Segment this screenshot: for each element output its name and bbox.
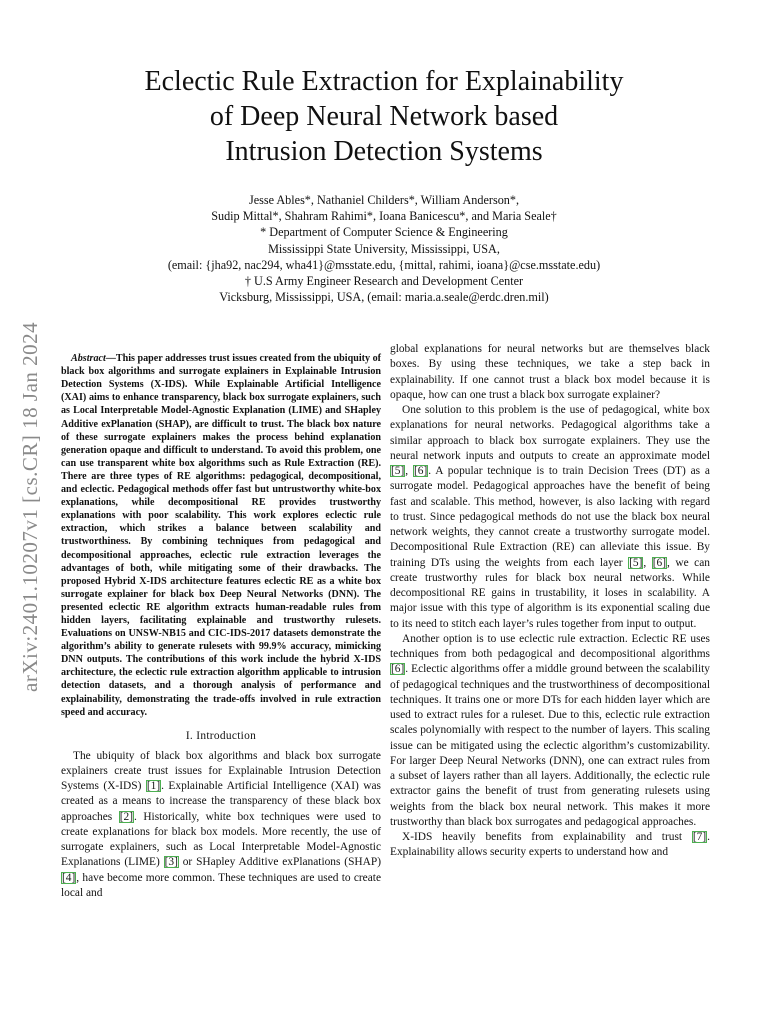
right-column bbox=[390, 342, 710, 861]
left-column bbox=[61, 342, 381, 901]
paragraph-text: . Explainable Artificial Intelligence (XAI) was created as a means to increase the transparency of these black box approaches bbox=[61, 780, 381, 823]
email-line: (email: {jha92, nac294, wha41}@msstate.edu, {mittal, rahimi, ioana}@cse.msstate.edu) bbox=[167, 257, 601, 272]
paragraph-text: X-IDS heavily benefits from explainability and trust bbox=[402, 831, 692, 843]
citation-link[interactable]: [2] bbox=[119, 810, 133, 823]
citation-link[interactable]: [7] bbox=[692, 831, 707, 843]
title-line: Eclectic Rule Extraction for Explainability bbox=[144, 66, 624, 97]
paragraph-text: , bbox=[405, 465, 413, 477]
section-heading: I. Introduction bbox=[185, 729, 257, 742]
citation-link[interactable]: [6] bbox=[413, 465, 428, 477]
abstract bbox=[61, 352, 381, 719]
abstract-label: Abstract bbox=[71, 353, 106, 365]
citation-link[interactable]: [5] bbox=[629, 556, 643, 569]
title-line: of Deep Neural Network based bbox=[209, 101, 559, 132]
intro-paragraph bbox=[390, 403, 710, 632]
citation-link[interactable]: [6] bbox=[652, 556, 667, 569]
paragraph-text: , we can create trustworthy rules for black box neural networks. While decompositional RE gains in trustability, it loses in scalability. A major issue with this type of algorithm is its exponential scaling due to its need to stitch each layer’s rules together from input to output. bbox=[390, 556, 710, 630]
paragraph-text: . Explainability allows security experts to understand how and bbox=[390, 831, 710, 859]
paragraph-text: . A popular technique is to train Decision Trees (DT) as a surrogate model. Pedagogical approaches have the benefit of being fast and scalable. This method, however, is also lacking with regard to trust. Since pedagogical methods do not use the black box neural network weights, they cannot create a trustworthy surrogate model. Decompositional Rule Extraction (RE) can alleviate this issue. By training DTs using the weights from each layer bbox=[390, 465, 710, 569]
arxiv-stamp: arXiv:2401.10207v1 [cs.CR] 18 Jan 2024 bbox=[18, 321, 42, 692]
affiliation: † U.S Army Engineer Research and Development Center bbox=[244, 274, 524, 289]
paragraph-text: . Historically, white box techniques were used to create explanations for black box models. More recently, the use of surrogate explainers, such as Local Interpretable Model-Agnostic Explanations (LIME) bbox=[61, 810, 381, 869]
citation-link[interactable]: [4] bbox=[62, 871, 76, 884]
paragraph-text: The ubiquity of black box algorithms and black box surrogate explainers create trust issues for Explainable Intrusion Detection Systems (X-IDS) bbox=[61, 749, 381, 793]
citation-link[interactable]: [6] bbox=[391, 663, 405, 676]
affiliation: Mississippi State University, Mississippi, USA, bbox=[268, 241, 500, 256]
author-names: Sudip Mittal*, Shahram Rahimi*, Ioana Banicescu*, and Maria Seale† bbox=[211, 209, 557, 224]
author-block bbox=[84, 192, 684, 305]
paragraph-text: One solution to this problem is the use of pedagogical, white box explanations for neural networks. Pedagogical algorithms take a similar approach to black box surrogate explainers. They use the neural network inputs and outputs to create an approximate model bbox=[390, 404, 710, 462]
intro-paragraph bbox=[61, 749, 381, 902]
intro-paragraph bbox=[390, 632, 710, 830]
citation-link[interactable]: [3] bbox=[164, 856, 178, 869]
citation-link[interactable]: [1] bbox=[146, 780, 161, 793]
abstract-text: —This paper addresses trust issues created from the ubiquity of black box algorithms and surrogate explainers in Explainable Intrusion Detection Systems (X-IDS). While Explainable Artificial Intelligence (XAI) aims to enhance transparency, black box surrogate explainers, such as Local Interpretable Model-Agnostic Explanation (LIME) and SHapley Additive exPlanation (SHAP), are difficult to trust. The black box nature of these surrogate explainers makes the process behind explanation generation opaque and difficult to understand. To avoid this problem, one can use transparent white box algorithms such as Rule Extraction (RE). There are three types of RE algorithms: pedagogical, decompositional, and eclectic. Pedagogical methods offer fast but untrustworthy white-box explanations, while decompositional RE provides trustworthy explanations with poor scalability. This work explores eclectic rule extraction, which strikes a balance between scalability and trustworthiness. By combining techniques from pedagogical and decompositional approaches, eclectic rule extraction leverages the advantages of both, while mitigating some of their drawbacks. The proposed Hybrid X-IDS architecture features eclectic RE as a white box surrogate explainer for black box Deep Neural Networks (DNN). The presented eclectic RE algorithm extracts human-readable rules from hidden layers, facilitating explainable and trustworthy rulesets. Evaluations on UNSW-NB15 and CIC-IDS-2017 datasets demonstrate the algorithm’s ability to generate rulesets with 99.9% accuracy, mimicking DNN outputs. The contributions of this work include the hybrid X-IDS architecture, the eclectic rule extraction algorithm applicable to intrusion detection datasets, and a thorough analysis of performance and explainability, demonstrating the trade-offs involved in rule extraction speed and accuracy. bbox=[61, 353, 381, 718]
paragraph-text: Another option is to use eclectic rule extraction. Eclectic RE uses techniques from both pedagogical and decompositional algorithms bbox=[390, 632, 710, 660]
intro-paragraph bbox=[390, 830, 710, 861]
affiliation: * Department of Computer Science & Engineering bbox=[260, 225, 508, 240]
paragraph-text: , bbox=[643, 556, 652, 569]
paragraph-text: or SHapley Additive exPlanations (SHAP) bbox=[178, 856, 381, 869]
paper-title bbox=[84, 64, 684, 169]
paragraph-text: . Eclectic algorithms offer a middle ground between the scalability of pedagogical techniques and the trustworthiness of decompositional techniques. It trains one or more DTs for each hidden layer which are used to extract rules for a ruleset. Due to this, eclectic rule extraction scales polynomially with respect to the number of layers. This scaling issue can be mitigated using the eclectic algorithm’s customizability. For larger Deep Neural Networks (DNN), one can extract rules from a subset of layers rather than all layers. Additionally, the eclectic rule extractor gains the benefit of trust from generating rulesets using weights from the black box neural network. This makes it more trustworthy than black box surrogates and pedagogical approaches. bbox=[390, 663, 710, 828]
paragraph-text: , have become more common. These techniques are used to create local and bbox=[61, 871, 381, 899]
intro-paragraph: global explanations for neural networks but are themselves black boxes. By using these techniques, we take a step back in explainability. If one cannot trust a black box model because it is opaque, how can one trust a black box surrogate explainer? bbox=[390, 343, 710, 401]
author-names: Jesse Ables*, Nathaniel Childers*, William Anderson*, bbox=[248, 193, 520, 207]
citation-link[interactable]: [5] bbox=[391, 465, 405, 477]
title-line: Intrusion Detection Systems bbox=[225, 136, 543, 167]
affiliation: Vicksburg, Mississippi, USA, (email: maria.a.seale@erdc.dren.mil) bbox=[219, 290, 549, 305]
